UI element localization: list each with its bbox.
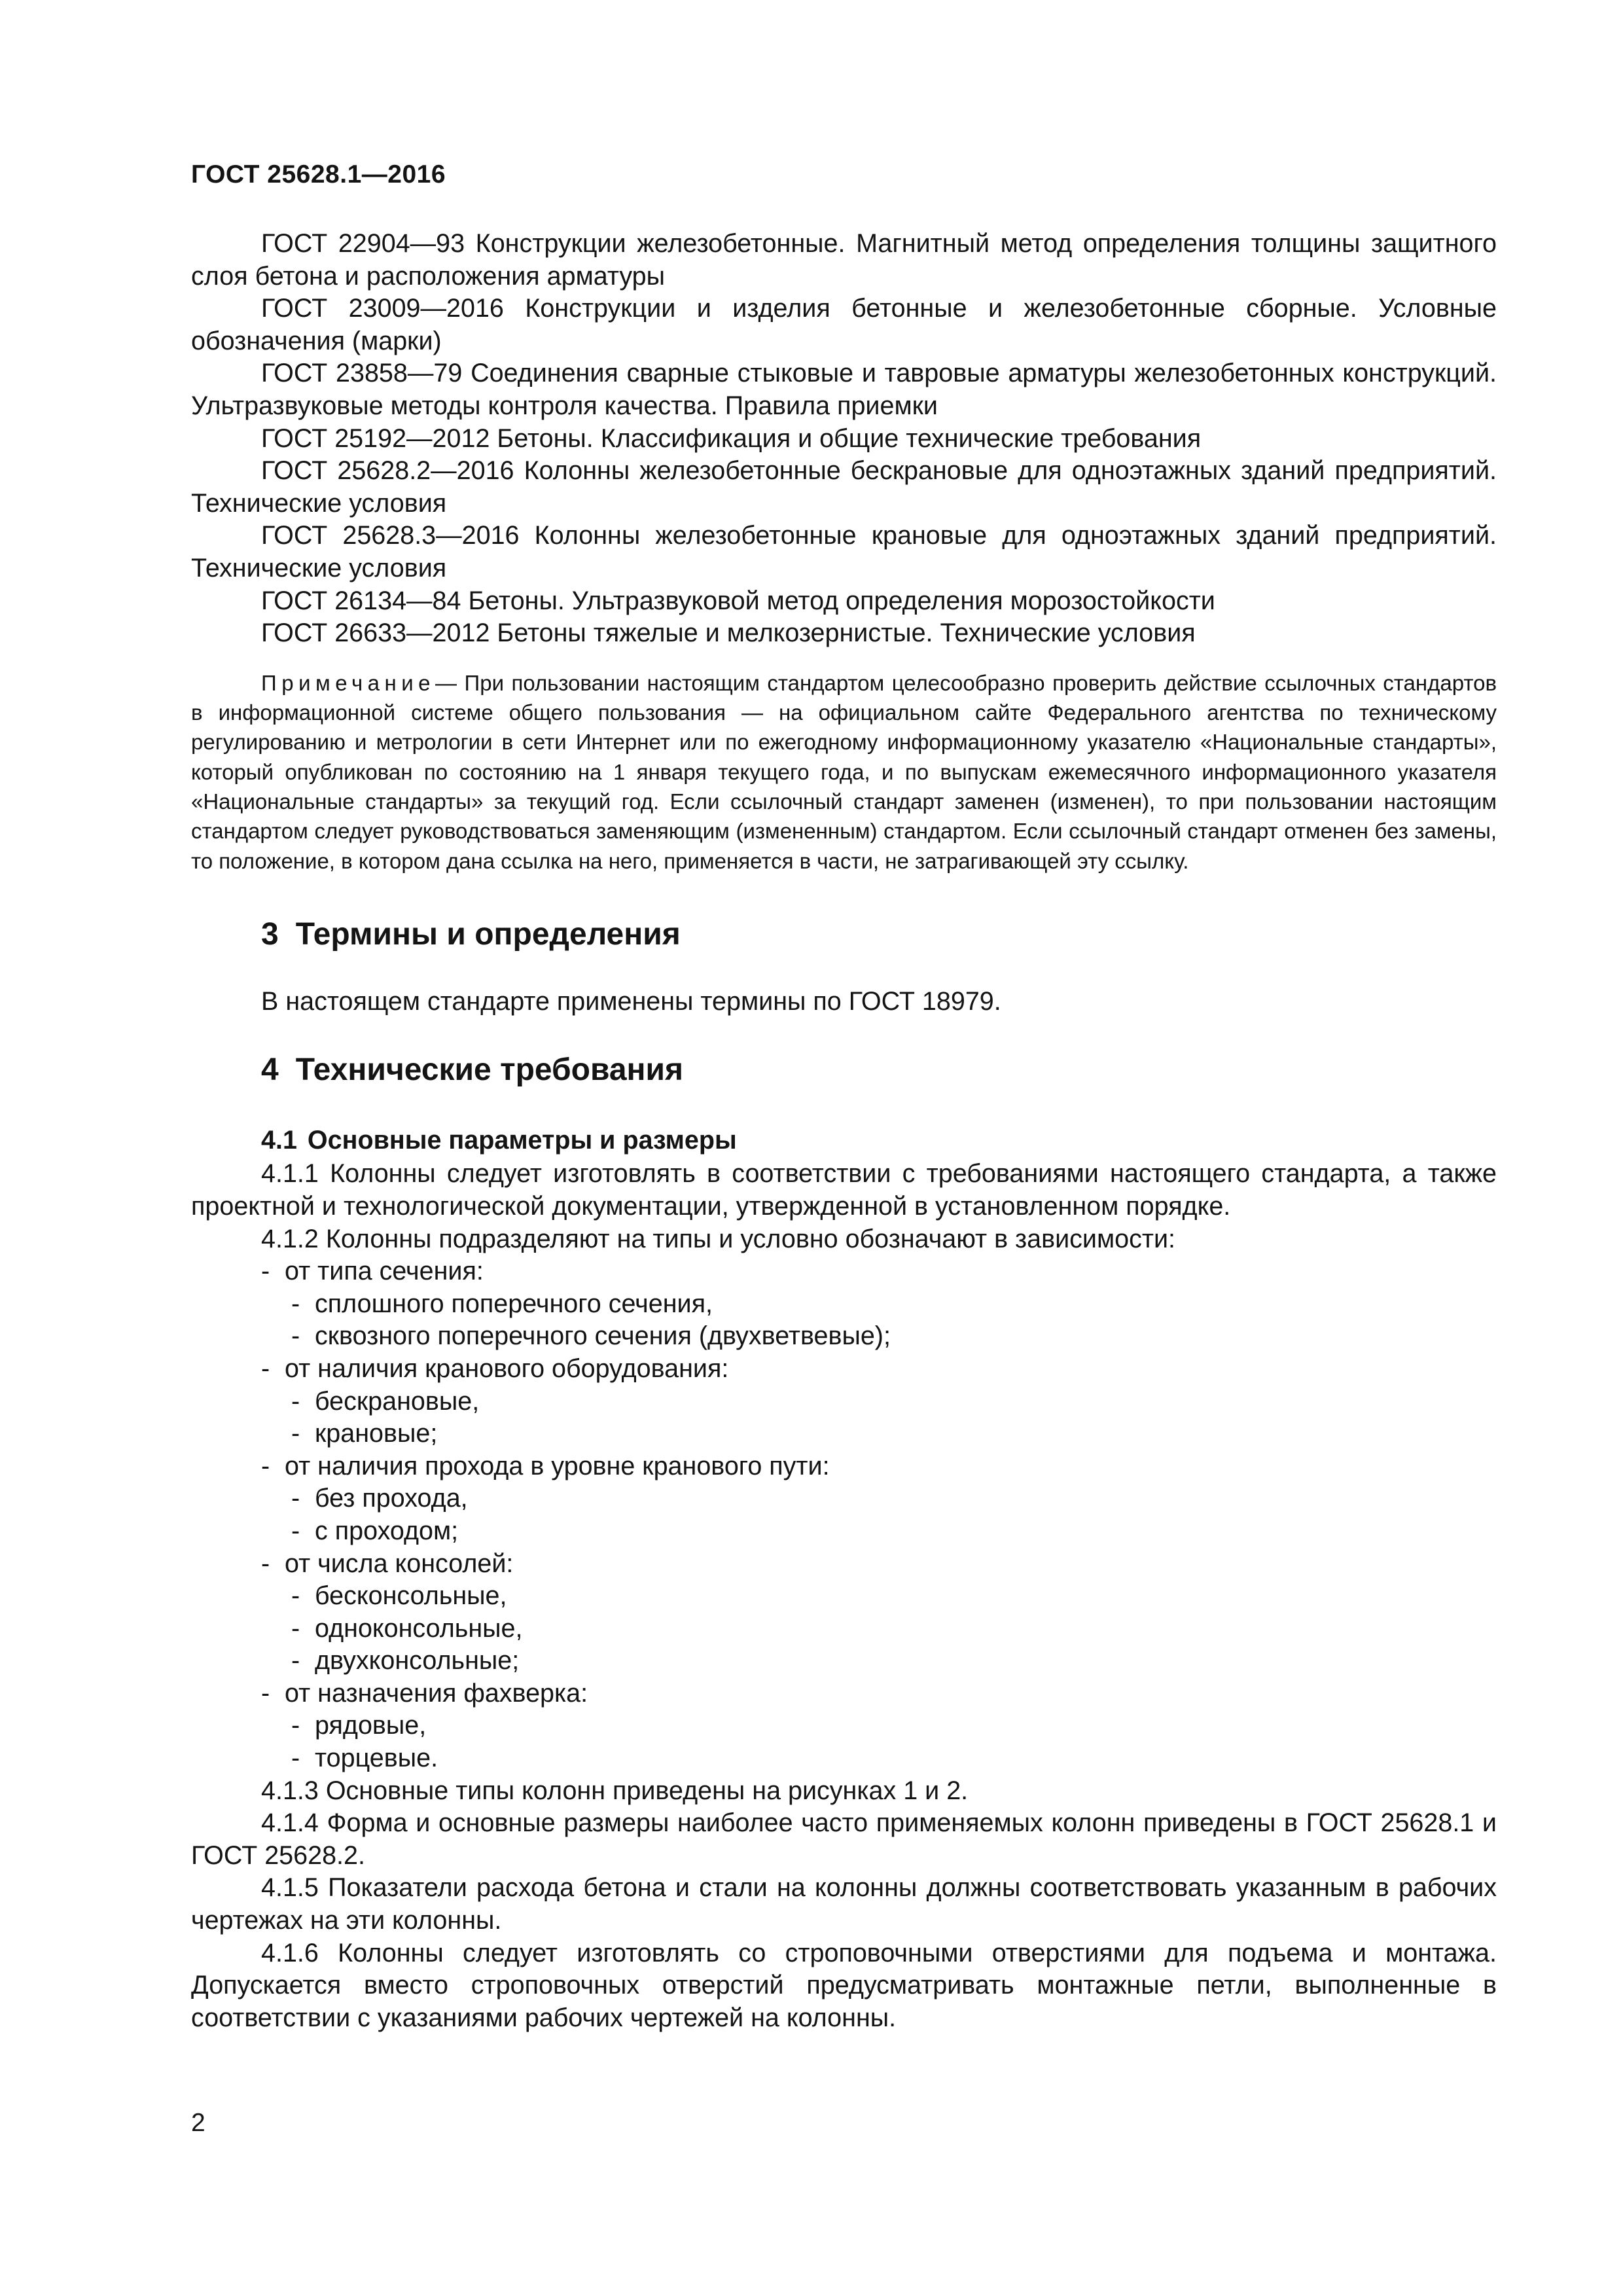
- section-3-number: 3: [261, 916, 279, 952]
- reference-item: ГОСТ 25628.2—2016 Колонны железобетонные бескрановые для одноэтажных зданий предприятий. Технические условия: [191, 456, 1497, 518]
- section-3-heading: [191, 915, 1497, 954]
- column-classification-list: [191, 1255, 1497, 1775]
- dash-marker: -: [291, 1484, 300, 1513]
- page-content: [191, 228, 1497, 2034]
- dash-marker: -: [261, 1549, 270, 1578]
- list-subitem: - одноконсольные,: [191, 1613, 1497, 1645]
- reference-item: ГОСТ 25192—2012 Бетоны. Классификация и общие технические требования: [261, 423, 1202, 453]
- clause-4-1-1: 4.1.1 Колонны следует изготовлять в соответствии с требованиями настоящего стандарта, а также проектной и технологической документации, утвержденной в установленном порядке.: [191, 1159, 1497, 1221]
- section-3-text: В настоящем стандарте применены термины по ГОСТ 18979.: [261, 986, 1001, 1016]
- subsection-4-1-title: Основные параметры и размеры: [307, 1126, 737, 1155]
- dash-marker: -: [291, 1419, 300, 1448]
- dash-marker: -: [261, 1451, 270, 1480]
- subsection-4-1-number: 4.1: [261, 1126, 297, 1155]
- dash-marker: -: [291, 1386, 300, 1416]
- reference-item: ГОСТ 26633—2012 Бетоны тяжелые и мелкозернистые. Технические условия: [261, 619, 1196, 648]
- note-paragraph: [191, 668, 1497, 876]
- list-subitem: - торцевые.: [191, 1742, 1497, 1775]
- list-subitem: - с проходом;: [191, 1515, 1497, 1548]
- note-text: — При пользовании настоящим стандартом целесообразно проверить действие ссылочных стандартов в информационной системе общего пользования — на официальном сайте Федерального агентства по техническому регулированию и метрологии в сети Интернет или по ежегодному информационному указателю «Национальные стандарты», который опубликован по состоянию на 1 января текущего года, и по выпускам ежемесячного информационного указателя «Национальные стандарты» за текущий год. Если ссылочный стандарт заменен (изменен), то при пользовании настоящим стандартом следует руководствоваться заменяющим (измененным) стандартом. Если ссылочный стандарт отменен без замены, то положение, в котором дана ссылка на него, применяется в части, не затрагивающей эту ссылку.: [191, 670, 1497, 873]
- clause-4-1-4: 4.1.4 Форма и основные размеры наиболее часто применяемых колонн приведены в ГОСТ 25628.1 и ГОСТ 25628.2.: [191, 1808, 1497, 1870]
- dash-marker: -: [291, 1646, 300, 1676]
- dash-marker: -: [291, 1321, 300, 1351]
- normative-references: [191, 228, 1497, 650]
- clause-4-1-3: 4.1.3 Основные типы колонн приведены на рисунках 1 и 2.: [261, 1776, 969, 1805]
- dash-marker: -: [291, 1289, 300, 1318]
- dash-marker: -: [261, 1257, 270, 1286]
- dash-marker: -: [291, 1516, 300, 1545]
- list-item: - от назначения фахверка:: [191, 1677, 1497, 1710]
- section-4-heading: [191, 1050, 1497, 1090]
- dash-marker: -: [291, 1613, 300, 1643]
- document-code-header: ГОСТ 25628.1—2016: [191, 160, 446, 188]
- list-item: - от числа консолей:: [191, 1548, 1497, 1581]
- reference-item: ГОСТ 26134—84 Бетоны. Ультразвуковой метод определения морозостойкости: [261, 586, 1215, 615]
- list-item: - от наличия кранового оборудования:: [191, 1353, 1497, 1386]
- list-item: - от наличия прохода в уровне кранового пути:: [191, 1450, 1497, 1483]
- dash-marker: -: [261, 1354, 270, 1383]
- section-3-title: Термины и определения: [295, 916, 681, 952]
- list-item: - от типа сечения:: [191, 1255, 1497, 1288]
- dash-marker: -: [291, 1711, 300, 1740]
- list-subitem: - сквозного поперечного сечения (двухветвевые);: [191, 1320, 1497, 1353]
- page-number: 2: [191, 2109, 205, 2137]
- dash-marker: -: [291, 1581, 300, 1611]
- list-subitem: - двухконсольные;: [191, 1645, 1497, 1677]
- list-subitem: - без прохода,: [191, 1482, 1497, 1515]
- reference-item: ГОСТ 22904—93 Конструкции железобетонные. Магнитный метод определения толщины защитного слоя бетона и расположения арматуры: [191, 229, 1497, 291]
- section-4-number: 4: [261, 1052, 279, 1088]
- clause-4-1-5: 4.1.5 Показатели расхода бетона и стали на колонны должны соответствовать указанным в рабочих чертежах на эти колонны.: [191, 1873, 1497, 1935]
- dash-marker: -: [291, 1744, 300, 1773]
- clause-4-1-2: 4.1.2 Колонны подразделяют на типы и условно обозначают в зависимости:: [261, 1224, 1176, 1253]
- list-subitem: - сплошного поперечного сечения,: [191, 1288, 1497, 1321]
- dash-marker: -: [261, 1678, 270, 1708]
- list-subitem: - крановые;: [191, 1418, 1497, 1450]
- list-subitem: - бесконсольные,: [191, 1580, 1497, 1613]
- reference-item: ГОСТ 23009—2016 Конструкции и изделия бетонные и железобетонные сборные. Условные обозначения (марки): [191, 294, 1497, 355]
- subsection-4-1-heading: [191, 1124, 1497, 1157]
- clause-4-1-6: 4.1.6 Колонны следует изготовлять со строповочными отверстиями для подъема и монтажа. Допускается вместо строповочных отверстий предусматривать монтажные петли, выполненные в соответствии с указаниями рабочих чертежей на колонны.: [191, 1938, 1497, 2032]
- list-subitem: - бескрановые,: [191, 1386, 1497, 1418]
- reference-item: ГОСТ 25628.3—2016 Колонны железобетонные крановые для одноэтажных зданий предприятий. Технические условия: [191, 521, 1497, 583]
- note-label: Примечание: [261, 670, 436, 695]
- section-4-title: Технические требования: [295, 1052, 684, 1088]
- list-subitem: - рядовые,: [191, 1710, 1497, 1742]
- reference-item: ГОСТ 23858—79 Соединения сварные стыковые и тавровые арматуры железобетонных конструкций. Ультразвуковые методы контроля качества. Правила приемки: [191, 359, 1497, 420]
